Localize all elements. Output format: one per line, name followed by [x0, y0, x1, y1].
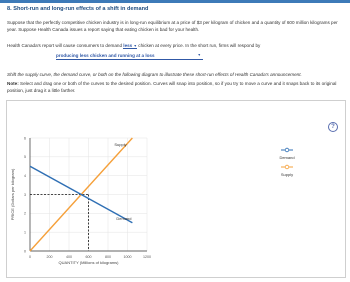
x-tick-label: 1200: [143, 255, 151, 259]
y-tick-label: 3: [24, 192, 26, 197]
legend-demand-handle[interactable]: [285, 148, 289, 152]
question-suffix: chicken at every price. In the short run, firms will respond by: [138, 43, 261, 48]
instruction-text: Shift the supply curve, the demand curve, or both on the following diagram to illustrate these short-run effects of Health Canada's announcement.: [7, 72, 302, 77]
x-axis-label: QUANTITY (Millions of kilograms): [58, 260, 119, 265]
firm-response-value: producing less chicken and running at a loss: [56, 53, 155, 58]
x-tick-label: 800: [105, 255, 111, 259]
demand-change-value: less: [123, 43, 133, 48]
legend-supply-handle[interactable]: [285, 165, 289, 169]
legend-supply-label: Supply: [280, 172, 294, 177]
x-tick-label: 400: [66, 255, 72, 259]
x-tick-label: 0: [29, 255, 31, 259]
y-tick-label: 6: [24, 136, 26, 141]
note-text: Select and drag one or both of the curves to the desired position. Curves will snap into position, so if you try to move a curve and it snaps back to its original position, just drag it a little farther.: [7, 81, 337, 93]
x-tick-label: 600: [85, 255, 92, 259]
y-axis-label: PRICE (Dollars per kilogram): [10, 168, 15, 221]
help-button[interactable]: ?: [328, 122, 338, 132]
page-title: 8. Short-run and long-run effects of a shift in demand: [7, 6, 149, 12]
x-tick-label: 200: [46, 255, 53, 259]
y-tick-label: 4: [24, 173, 26, 178]
note-label: Note:: [7, 81, 19, 86]
intro-paragraph: Suppose that the perfectly competitive chicken industry is in long-run equilibrium at a price of $3 per kilogram of chicken and a quantity of 600 million kilograms per year. Suppose Health Canada issues a report saying that eating chicken is bad for your health.: [7, 20, 338, 32]
y-tick-label: 2: [24, 211, 26, 216]
chevron-down-icon: ▼: [197, 53, 201, 57]
y-tick-label: 5: [24, 155, 26, 160]
question-prefix: Health Canada's report will cause consumers to demand: [7, 43, 123, 48]
chevron-down-icon: ▼: [133, 44, 137, 48]
legend-demand-label: Demand: [279, 155, 295, 160]
demand-curve-label: Demand: [116, 215, 132, 221]
y-tick-label: 1: [24, 230, 26, 235]
supply-curve-label: Supply: [114, 142, 127, 147]
x-tick-label: 1000: [123, 255, 132, 259]
y-tick-label: 0: [24, 249, 26, 254]
